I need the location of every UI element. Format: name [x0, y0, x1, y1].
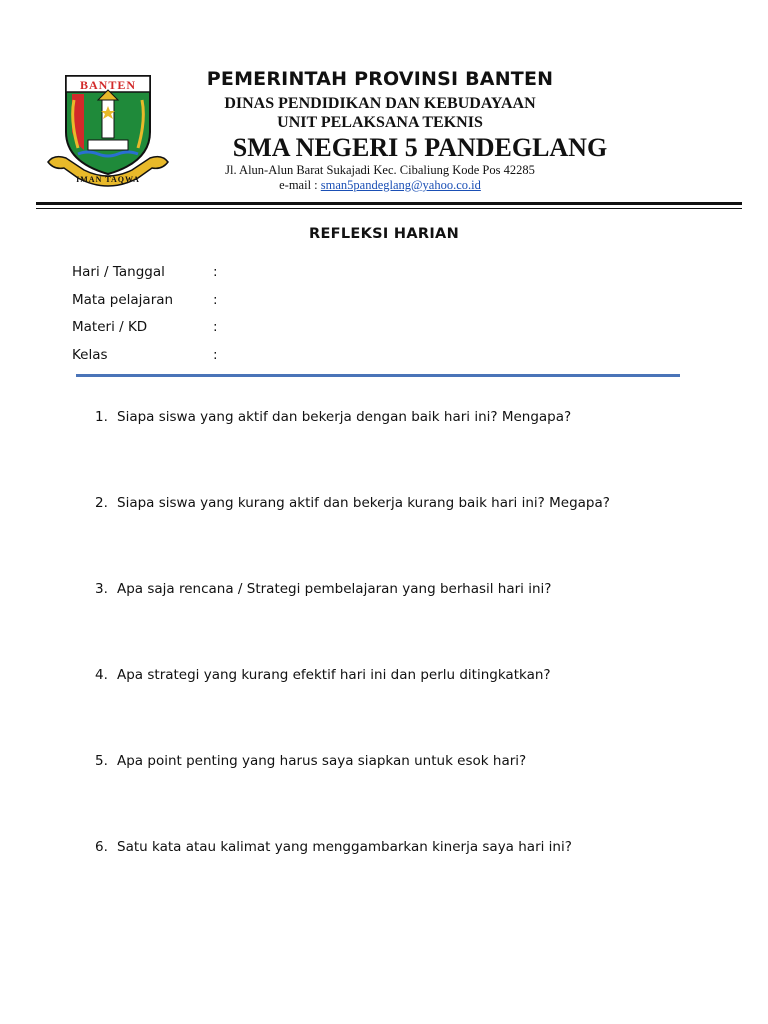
emblem-top-text: BANTEN: [79, 78, 137, 92]
field-colon: :: [213, 347, 218, 363]
email-label: e-mail :: [279, 178, 321, 192]
emblem-motto-text: IMAN TAQWA: [76, 175, 140, 184]
field-label: Kelas: [72, 347, 108, 363]
question-5: [95, 753, 526, 769]
field-label: Hari / Tanggal: [72, 264, 165, 280]
school-name: SMA NEGERI 5 PANDEGLANG: [232, 133, 608, 162]
field-label: Materi / KD: [72, 319, 148, 335]
question-text: Siapa siswa yang aktif dan bekerja dengan baik hari ini? Mengapa?: [117, 409, 572, 425]
question-text: Apa point penting yang harus saya siapkan untuk esok hari?: [117, 753, 527, 769]
form-divider: [76, 374, 680, 377]
header-divider-thin: [36, 208, 742, 209]
question-number: 5.: [95, 753, 108, 769]
email-link[interactable]: sman5pandeglang@yahoo.co.id: [320, 178, 481, 192]
question-2: [95, 495, 610, 511]
question-number: 3.: [95, 581, 108, 597]
department-heading: DINAS PENDIDIKAN DAN KEBUDAYAAN: [224, 95, 536, 112]
question-number: 4.: [95, 667, 108, 683]
header-divider-thick: [36, 202, 742, 205]
question-text: Apa strategi yang kurang efektif hari ini dan perlu ditingkatkan?: [117, 667, 551, 683]
question-text: Siapa siswa yang kurang aktif dan bekerja kurang baik hari ini? Megapa?: [117, 495, 610, 511]
question-4: [95, 667, 551, 683]
field-colon: :: [213, 264, 218, 280]
form-title: REFLEKSI HARIAN: [308, 226, 460, 242]
school-address: Jl. Alun-Alun Barat Sukajadi Kec. Cibaliung Kode Pos 42285: [225, 163, 535, 177]
question-number: 6.: [95, 839, 108, 855]
field-colon: :: [213, 292, 218, 308]
field-colon: :: [213, 319, 218, 335]
government-heading: PEMERINTAH PROVINSI BANTEN: [206, 68, 554, 90]
unit-heading: UNIT PELAKSANA TEKNIS: [277, 114, 483, 131]
field-label: Mata pelajaran: [72, 292, 174, 308]
question-3: [95, 581, 551, 597]
email-line: [100, 178, 660, 193]
question-6: [95, 839, 572, 855]
question-text: Satu kata atau kalimat yang menggambarkan kinerja saya hari ini?: [117, 839, 572, 855]
question-text: Apa saja rencana / Strategi pembelajaran yang berhasil hari ini?: [117, 581, 552, 597]
question-number: 1.: [95, 409, 108, 425]
question-number: 2.: [95, 495, 108, 511]
question-1: [95, 409, 571, 425]
